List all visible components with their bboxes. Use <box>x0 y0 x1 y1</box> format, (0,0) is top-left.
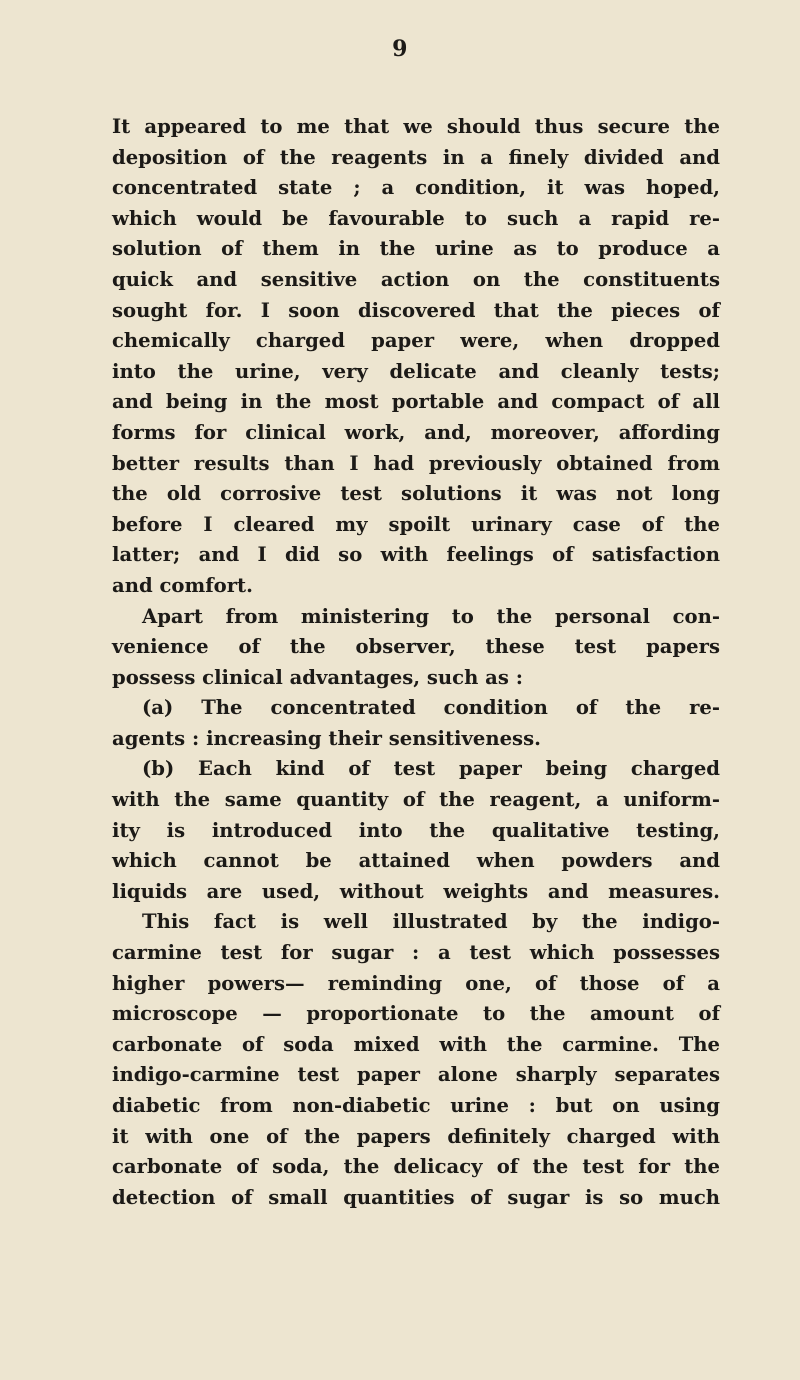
text-line: ity is introduced into the qualitative testing, <box>112 818 720 842</box>
text-line: which would be favourable to such a rapid re- <box>112 206 720 230</box>
text-line: chemically charged paper were, when dropped <box>112 329 720 353</box>
text-line: carbonate of soda mixed with the carmine. The <box>112 1032 720 1056</box>
text-line: venience of the observer, these test papers <box>112 635 720 659</box>
text-line: agents : increasing their sensitiveness. <box>112 726 541 750</box>
text-line: which cannot be attained when powders and <box>112 849 720 873</box>
text-line: detection of small quantities of sugar is so much <box>112 1185 720 1209</box>
text-line: solution of them in the urine as to produce a <box>112 237 720 261</box>
text-line: This fact is well illustrated by the indigo- <box>142 910 720 934</box>
text-line: Apart from ministering to the personal con- <box>142 604 720 628</box>
text-line: sought for. I soon discovered that the pieces of <box>112 298 720 322</box>
body-text <box>112 112 720 1213</box>
text-line: deposition of the reagents in a finely divided and <box>112 145 720 169</box>
text-line: into the urine, very delicate and cleanly tests; <box>112 359 720 383</box>
text-line: liquids are used, without weights and measures. <box>112 879 720 903</box>
text-line: microscope — proportionate to the amount of <box>112 1002 720 1026</box>
text-line: higher powers— reminding one, of those of a <box>112 971 720 995</box>
text-line: carmine test for sugar : a test which possesses <box>112 941 720 965</box>
text-line: before I cleared my spoilt urinary case of the <box>112 512 720 536</box>
text-line: better results than I had previously obtained from <box>112 451 720 475</box>
text-line: forms for clinical work, and, moreover, affording <box>112 420 720 444</box>
text-line: indigo-carmine test paper alone sharply separates <box>112 1063 720 1087</box>
text-line: it with one of the papers definitely charged with <box>112 1124 720 1148</box>
text-line: carbonate of soda, the delicacy of the test for the <box>112 1155 720 1179</box>
text-line: concentrated state ; a condition, it was hoped, <box>112 176 720 200</box>
text-line: latter; and I did so with feelings of satisfaction <box>112 543 720 567</box>
text-line: It appeared to me that we should thus secure the <box>112 115 720 138</box>
text-line: and being in the most portable and compact of all <box>112 390 720 414</box>
text-line: possess clinical advantages, such as : <box>112 665 523 689</box>
page-number: 9 <box>392 36 408 62</box>
text-line: diabetic from non-diabetic urine : but on using <box>112 1094 720 1117</box>
text-line: (b) Each kind of test paper being charged <box>142 757 720 781</box>
text-line: with the same quantity of the reagent, a uniform- <box>112 788 720 812</box>
text-line: and comfort. <box>112 573 253 597</box>
text-line: quick and sensitive action on the constituents <box>112 267 720 291</box>
text-line: (a) The concentrated condition of the re- <box>142 696 720 720</box>
text-line: the old corrosive test solutions it was not long <box>112 482 720 506</box>
